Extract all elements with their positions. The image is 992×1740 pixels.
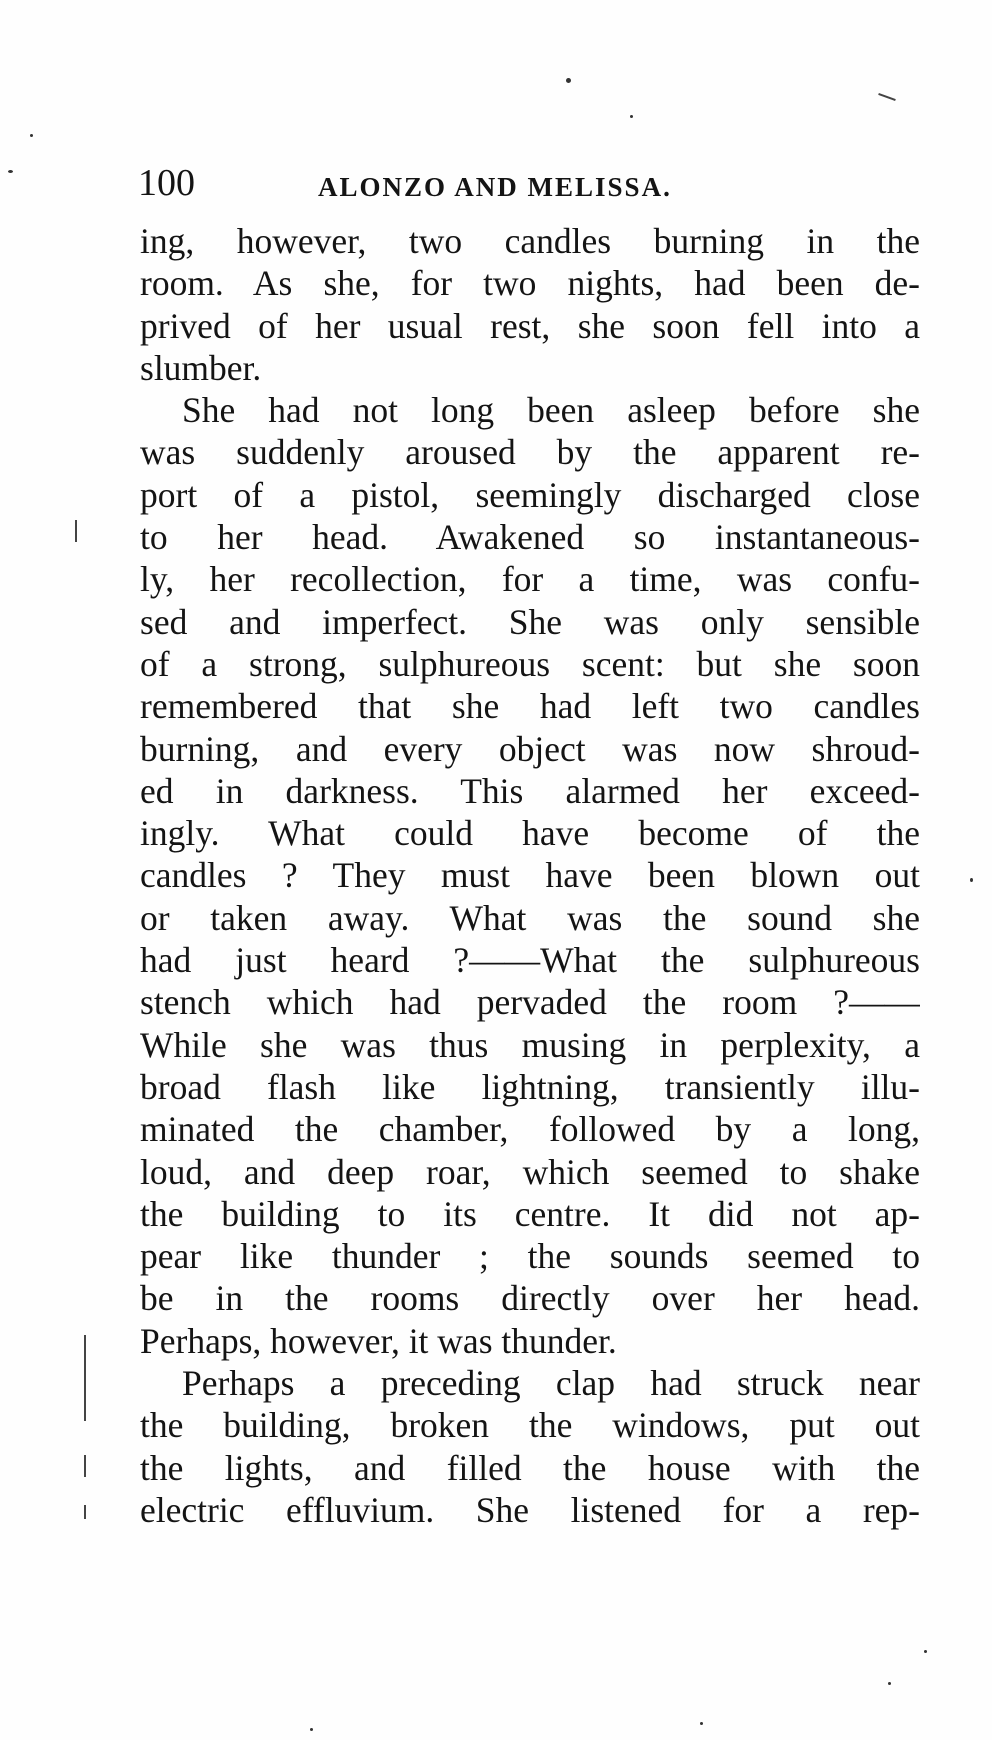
- ink-speck: [566, 78, 571, 83]
- text-line: minated the chamber, followed by a long,: [140, 1109, 920, 1150]
- ink-speck: [888, 1682, 891, 1685]
- text-line: the lights, and filled the house with the: [140, 1447, 920, 1488]
- ink-speck: [30, 134, 33, 137]
- margin-line: [84, 1455, 86, 1477]
- text-line: to her head. Awakened so instantaneous-: [140, 517, 920, 558]
- text-line: port of a pistol, seemingly discharged close: [140, 474, 920, 515]
- text-line: burning, and every object was now shroud-: [140, 728, 920, 769]
- text-line: pear like thunder ; the sounds seemed to: [140, 1236, 920, 1277]
- ink-speck: [970, 878, 973, 882]
- text-line: be in the rooms directly over her head.: [140, 1278, 920, 1319]
- ink-speck: [630, 115, 633, 118]
- text-line: the building, broken the windows, put out: [140, 1405, 920, 1446]
- ink-speck: [700, 1722, 703, 1725]
- margin-line: [84, 1335, 86, 1421]
- text-line: broad flash like lightning, transiently illu-: [140, 1066, 920, 1107]
- ink-speck: [8, 170, 13, 173]
- margin-line: [75, 520, 77, 542]
- paragraph-first-line: She had not long been asleep before she: [182, 390, 920, 431]
- margin-line: [84, 1505, 86, 1519]
- text-line: was suddenly aroused by the apparent re-: [140, 432, 920, 473]
- text-line: candles ? They must have been blown out: [140, 855, 920, 896]
- text-line: remembered that she had left two candles: [140, 686, 920, 727]
- running-title: ALONZO AND MELISSA.: [318, 172, 672, 202]
- text-line: ing, however, two candles burning in the: [140, 221, 920, 261]
- text-line: loud, and deep roar, which seemed to shake: [140, 1151, 920, 1192]
- page-number: 100: [138, 162, 195, 204]
- page-header: [138, 158, 918, 208]
- ink-dash: [878, 93, 896, 101]
- text-line: electric effluvium. She listened for a rep-: [140, 1489, 920, 1530]
- text-line: of a strong, sulphureous scent: but she soon: [140, 643, 920, 684]
- text-line: ly, her recollection, for a time, was confu-: [140, 559, 920, 600]
- text-line: ingly. What could have become of the: [140, 813, 920, 854]
- paragraph-first-line: Perhaps a preceding clap had struck near: [182, 1363, 920, 1404]
- text-line: had just heard ?——What the sulphureous: [140, 940, 920, 981]
- ink-speck: [310, 1728, 313, 1731]
- text-line: stench which had pervaded the room ?——: [140, 982, 920, 1023]
- text-line: prived of her usual rest, she soon fell into a: [140, 305, 920, 346]
- text-line: ed in darkness. This alarmed her exceed-: [140, 770, 920, 811]
- text-line: sed and imperfect. She was only sensible: [140, 601, 920, 642]
- text-line: slumber.: [140, 347, 262, 388]
- ink-speck: [924, 1650, 927, 1653]
- body-text: [140, 220, 920, 1531]
- text-line: While she was thus musing in perplexity, a: [140, 1024, 920, 1065]
- text-line: or taken away. What was the sound she: [140, 897, 920, 938]
- text-line: Perhaps, however, it was thunder.: [140, 1320, 617, 1361]
- text-line: room. As she, for two nights, had been de-: [140, 263, 920, 304]
- text-line: the building to its centre. It did not ap-: [140, 1193, 920, 1234]
